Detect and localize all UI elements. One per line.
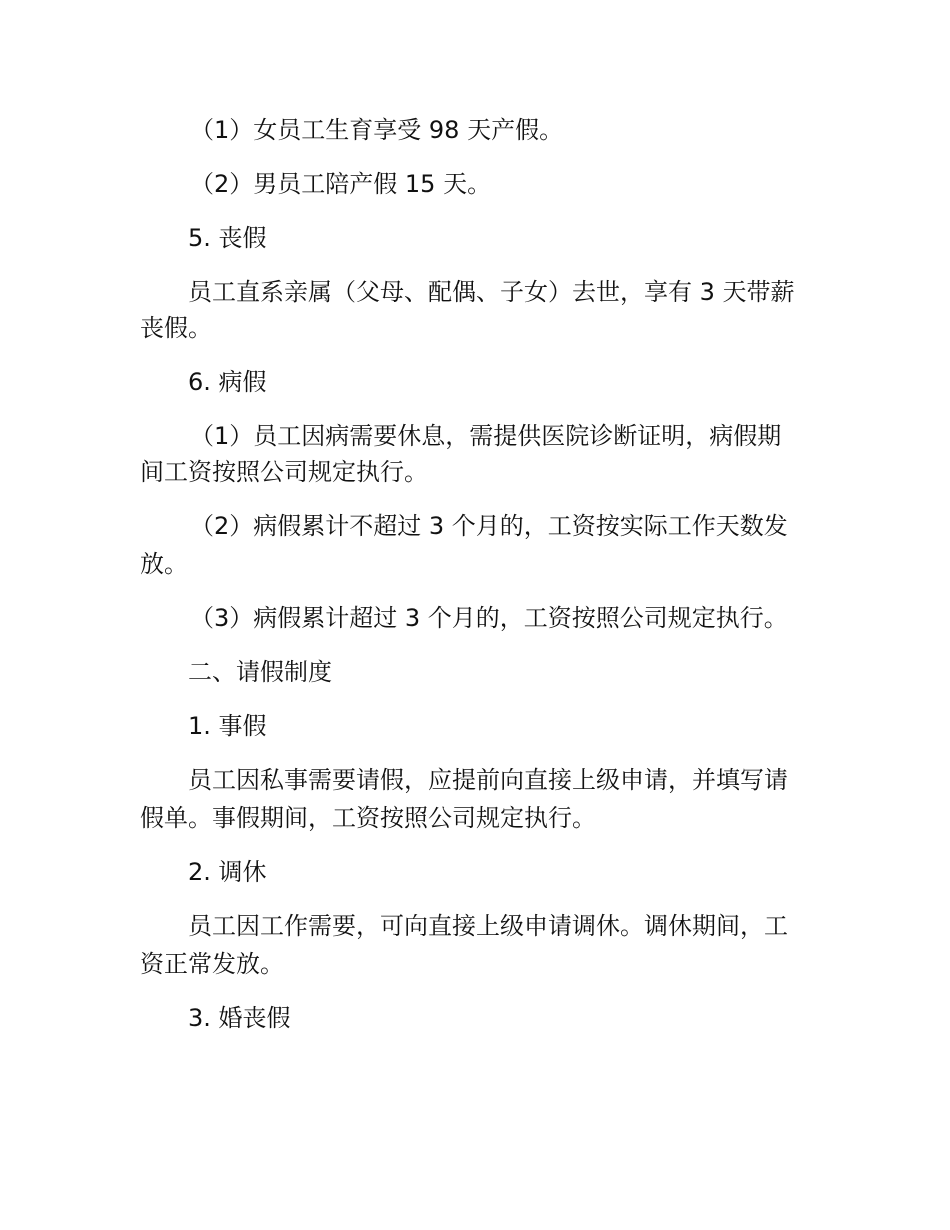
- paragraph-sick-leave-1-line-1: （1）员工因病需要休息，需提供医院诊断证明，病假期: [190, 422, 782, 450]
- heading-personal-leave: 1. 事假: [188, 712, 267, 740]
- heading-bereavement-leave: 5. 丧假: [188, 224, 267, 252]
- paragraph-compensatory-line-2: 资正常发放。: [140, 950, 284, 978]
- paragraph-paternity-leave: （2）男员工陪产假 15 天。: [190, 170, 492, 198]
- paragraph-compensatory-line-1: 员工因工作需要，可向直接上级申请调休。调休期间，工: [188, 912, 788, 940]
- paragraph-bereavement-line-1: 员工直系亲属（父母、配偶、子女）去世，享有 3 天带薪: [188, 278, 795, 306]
- paragraph-personal-leave-line-1: 员工因私事需要请假，应提前向直接上级申请，并填写请: [188, 766, 788, 794]
- heading-leave-policy: 二、请假制度: [188, 658, 332, 686]
- heading-sick-leave: 6. 病假: [188, 368, 267, 396]
- paragraph-sick-leave-2-line-2: 放。: [140, 550, 188, 578]
- heading-compensatory-leave: 2. 调休: [188, 858, 267, 886]
- paragraph-sick-leave-3: （3）病假累计超过 3 个月的，工资按照公司规定执行。: [190, 604, 788, 632]
- paragraph-sick-leave-2-line-1: （2）病假累计不超过 3 个月的，工资按实际工作天数发: [190, 512, 788, 540]
- paragraph-bereavement-line-2: 丧假。: [140, 314, 212, 342]
- heading-marriage-bereavement-leave: 3. 婚丧假: [188, 1004, 291, 1032]
- paragraph-maternity-leave: （1）女员工生育享受 98 天产假。: [190, 116, 564, 144]
- paragraph-sick-leave-1-line-2: 间工资按照公司规定执行。: [140, 458, 428, 486]
- paragraph-personal-leave-line-2: 假单。事假期间，工资按照公司规定执行。: [140, 804, 596, 832]
